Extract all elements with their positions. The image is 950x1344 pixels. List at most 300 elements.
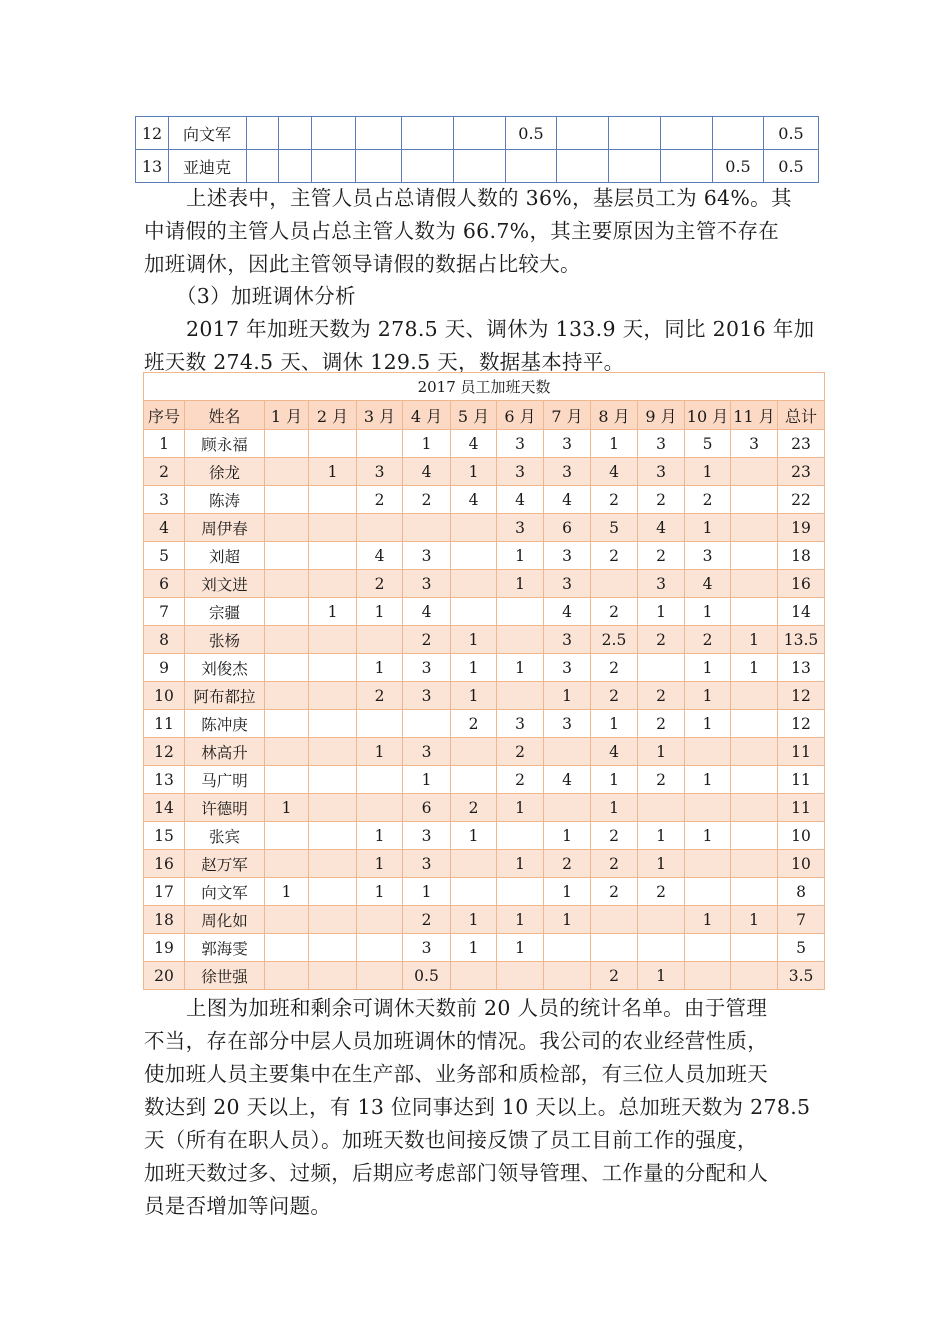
table-cell [357, 934, 403, 962]
row-number: 7 [144, 598, 185, 626]
table-cell [309, 542, 357, 570]
table-cell [731, 794, 778, 822]
table-row [144, 542, 825, 570]
table-cell: 2 [591, 654, 638, 682]
row-number: 14 [144, 794, 185, 822]
table-cell [685, 962, 731, 990]
paragraph-conclusion-line-3: 使加班人员主要集中在生产部、业务部和质检部，有三位人员加班天 [144, 1062, 768, 1086]
table-cell [685, 794, 731, 822]
table-cell: 3 [357, 458, 403, 486]
row-total: 11 [778, 738, 825, 766]
table-cell: 3 [403, 654, 451, 682]
table-cell: 1 [731, 906, 778, 934]
table-cell: 3 [403, 822, 451, 850]
employee-name: 周伊春 [185, 514, 265, 542]
table-cell: 4 [403, 458, 451, 486]
table-row [144, 738, 825, 766]
table-cell [685, 934, 731, 962]
table-row [144, 514, 825, 542]
table-cell: 1 [591, 430, 638, 458]
employee-name: 刘文进 [185, 570, 265, 598]
table-cell: 2 [591, 822, 638, 850]
table-cell: 2 [591, 542, 638, 570]
table-cell: 1 [265, 794, 309, 822]
row-number: 4 [144, 514, 185, 542]
leave-table-body [136, 117, 819, 183]
table-cell: 0.5 [764, 150, 819, 183]
table-cell: 2 [591, 486, 638, 514]
table-cell [451, 598, 497, 626]
table-cell: 1 [544, 682, 591, 710]
row-total: 12 [778, 710, 825, 738]
table-cell: 1 [544, 822, 591, 850]
table-cell: 1 [685, 710, 731, 738]
employee-name: 向文军 [185, 878, 265, 906]
row-number: 19 [144, 934, 185, 962]
table-cell [312, 150, 356, 183]
table-header-row [144, 401, 825, 430]
table-cell [265, 458, 309, 486]
row-number: 20 [144, 962, 185, 990]
employee-name: 周化如 [185, 906, 265, 934]
table-cell [309, 738, 357, 766]
table-cell: 2 [591, 682, 638, 710]
row-total: 5 [778, 934, 825, 962]
table-cell: 0.5 [764, 117, 819, 150]
table-cell [731, 822, 778, 850]
table-cell: 3 [731, 430, 778, 458]
table-cell: 3 [403, 850, 451, 878]
table-cell: 1 [357, 738, 403, 766]
table-cell [685, 738, 731, 766]
row-number: 10 [144, 682, 185, 710]
row-number: 11 [144, 710, 185, 738]
column-header: 5 月 [451, 401, 497, 430]
table-cell: 2 [451, 710, 497, 738]
column-header: 4 月 [403, 401, 451, 430]
row-number: 9 [144, 654, 185, 682]
column-header: 姓名 [185, 401, 265, 430]
overtime-table [143, 372, 825, 990]
row-total: 12 [778, 682, 825, 710]
table-cell [309, 654, 357, 682]
table-cell: 3 [403, 570, 451, 598]
table-cell [731, 514, 778, 542]
employee-name: 张宾 [185, 822, 265, 850]
table-cell [731, 738, 778, 766]
table-cell [731, 598, 778, 626]
table-cell: 1 [685, 514, 731, 542]
table-cell [685, 878, 731, 906]
table-row [144, 710, 825, 738]
table-cell: 4 [497, 486, 544, 514]
table-row [144, 962, 825, 990]
row-number: 1 [144, 430, 185, 458]
table-row [144, 486, 825, 514]
table-row [144, 654, 825, 682]
table-cell [312, 117, 356, 150]
table-cell [497, 878, 544, 906]
row-number: 16 [144, 850, 185, 878]
row-total: 11 [778, 766, 825, 794]
table-cell: 4 [544, 766, 591, 794]
table-cell: 3 [497, 710, 544, 738]
table-cell [591, 906, 638, 934]
paragraph-conclusion-line-4: 数达到 20 天以上，有 13 位同事达到 10 天以上。总加班天数为 278.5 [144, 1095, 811, 1119]
table-row [136, 150, 819, 183]
table-cell [544, 738, 591, 766]
employee-name: 林高升 [185, 738, 265, 766]
leave-table [135, 116, 819, 183]
table-cell: 1 [497, 542, 544, 570]
row-number: 12 [136, 117, 169, 150]
row-number: 12 [144, 738, 185, 766]
table-cell: 1 [685, 682, 731, 710]
table-cell [357, 962, 403, 990]
table-cell [451, 766, 497, 794]
row-total: 10 [778, 822, 825, 850]
table-cell: 4 [591, 738, 638, 766]
table-cell [451, 542, 497, 570]
table-cell: 4 [544, 486, 591, 514]
table-row [144, 850, 825, 878]
table-cell: 2 [638, 766, 685, 794]
table-cell [279, 117, 312, 150]
table-cell [309, 794, 357, 822]
table-cell: 2 [638, 486, 685, 514]
row-total: 3.5 [778, 962, 825, 990]
row-total: 18 [778, 542, 825, 570]
column-header: 总计 [778, 401, 825, 430]
table-cell [309, 430, 357, 458]
table-cell [357, 430, 403, 458]
table-cell: 1 [357, 878, 403, 906]
table-cell: 1 [451, 906, 497, 934]
row-number: 5 [144, 542, 185, 570]
column-header: 6 月 [497, 401, 544, 430]
table-cell: 1 [591, 710, 638, 738]
employee-name: 陈冲庚 [185, 710, 265, 738]
table-caption-row [144, 373, 825, 401]
table-cell: 1 [451, 682, 497, 710]
row-total: 7 [778, 906, 825, 934]
paragraph-conclusion-line-1: 上图为加班和剩余可调休天数前 20 人员的统计名单。由于管理 [186, 996, 768, 1020]
table-cell [638, 654, 685, 682]
table-cell [265, 822, 309, 850]
table-cell [265, 542, 309, 570]
paragraph-leave-line-2: 中请假的主管人员占总主管人数为 66.7%，其主要原因为主管不存在 [144, 219, 780, 243]
table-cell [451, 570, 497, 598]
table-cell: 2 [638, 710, 685, 738]
table-cell: 2 [591, 850, 638, 878]
table-cell [265, 654, 309, 682]
table-cell: 3 [403, 682, 451, 710]
table-cell [265, 766, 309, 794]
table-cell [265, 598, 309, 626]
table-cell: 1 [403, 878, 451, 906]
row-total: 23 [778, 430, 825, 458]
column-header: 3 月 [357, 401, 403, 430]
table-cell [265, 906, 309, 934]
table-cell: 2 [451, 794, 497, 822]
table-cell [638, 794, 685, 822]
table-cell: 2 [357, 682, 403, 710]
table-cell: 1 [685, 458, 731, 486]
column-header: 11 月 [731, 401, 778, 430]
table-cell [609, 117, 661, 150]
table-cell: 1 [591, 794, 638, 822]
table-cell [451, 878, 497, 906]
paragraph-leave-line-3: 加班调休，因此主管领导请假的数据占比较大。 [144, 252, 581, 276]
table-cell: 3 [403, 934, 451, 962]
row-total: 13.5 [778, 626, 825, 654]
table-cell: 3 [403, 542, 451, 570]
table-cell: 0.5 [403, 962, 451, 990]
table-cell: 4 [451, 430, 497, 458]
row-number: 18 [144, 906, 185, 934]
table-cell: 1 [451, 822, 497, 850]
table-cell: 1 [357, 654, 403, 682]
column-header: 10 月 [685, 401, 731, 430]
table-cell: 3 [497, 430, 544, 458]
table-cell: 3 [544, 458, 591, 486]
row-total: 10 [778, 850, 825, 878]
table-cell: 1 [638, 850, 685, 878]
column-header: 9 月 [638, 401, 685, 430]
table-cell [544, 962, 591, 990]
row-total: 22 [778, 486, 825, 514]
employee-name: 刘超 [185, 542, 265, 570]
table-cell: 1 [357, 822, 403, 850]
table-cell [713, 117, 764, 150]
table-cell: 2 [591, 962, 638, 990]
table-cell [357, 794, 403, 822]
table-cell: 2 [544, 850, 591, 878]
table-cell [309, 710, 357, 738]
table-cell: 2 [403, 626, 451, 654]
table-cell: 1 [638, 962, 685, 990]
table-cell: 1 [403, 430, 451, 458]
table-cell [309, 486, 357, 514]
column-header: 2 月 [309, 401, 357, 430]
row-total: 23 [778, 458, 825, 486]
table-cell: 1 [357, 850, 403, 878]
table-cell: 4 [685, 570, 731, 598]
table-cell [661, 150, 713, 183]
table-cell: 1 [497, 906, 544, 934]
row-total: 11 [778, 794, 825, 822]
table-cell: 1 [544, 906, 591, 934]
table-cell: 1 [731, 654, 778, 682]
table-cell: 0.5 [713, 150, 764, 183]
table-cell [731, 766, 778, 794]
table-cell [247, 117, 279, 150]
table-cell [454, 150, 506, 183]
table-cell: 4 [403, 598, 451, 626]
table-cell [731, 542, 778, 570]
table-cell: 1 [497, 850, 544, 878]
row-number: 15 [144, 822, 185, 850]
table-cell: 6 [544, 514, 591, 542]
table-cell: 3 [403, 738, 451, 766]
table-cell: 1 [497, 794, 544, 822]
employee-name: 张杨 [185, 626, 265, 654]
table-cell: 2 [638, 542, 685, 570]
table-cell [451, 962, 497, 990]
table-row [144, 934, 825, 962]
table-cell: 3 [544, 542, 591, 570]
row-total: 13 [778, 654, 825, 682]
table-cell [731, 710, 778, 738]
table-cell: 3 [544, 570, 591, 598]
table-cell: 3 [638, 458, 685, 486]
table-cell: 1 [638, 738, 685, 766]
table-row [144, 626, 825, 654]
table-cell: 2 [591, 598, 638, 626]
table-cell [357, 906, 403, 934]
table-cell: 1 [451, 654, 497, 682]
table-cell [497, 626, 544, 654]
table-cell [403, 710, 451, 738]
section-heading: （3）加班调休分析 [176, 284, 356, 308]
row-total: 14 [778, 598, 825, 626]
table-cell [309, 850, 357, 878]
table-cell [265, 710, 309, 738]
table-cell: 2 [685, 486, 731, 514]
table-row [144, 906, 825, 934]
table-cell: 2 [638, 626, 685, 654]
table-cell [557, 150, 609, 183]
table-cell [357, 626, 403, 654]
table-cell [451, 738, 497, 766]
table-cell [357, 766, 403, 794]
row-number: 13 [136, 150, 169, 183]
table-cell [497, 822, 544, 850]
row-number: 13 [144, 766, 185, 794]
table-cell [265, 430, 309, 458]
table-cell [357, 514, 403, 542]
table-cell [661, 117, 713, 150]
row-total: 19 [778, 514, 825, 542]
table-cell: 1 [638, 598, 685, 626]
row-total: 8 [778, 878, 825, 906]
table-cell [731, 486, 778, 514]
table-cell [309, 682, 357, 710]
row-number: 2 [144, 458, 185, 486]
table-cell: 5 [685, 430, 731, 458]
table-cell [265, 962, 309, 990]
table-row [144, 682, 825, 710]
employee-name: 顾永福 [185, 430, 265, 458]
paragraph-summary-line-2: 班天数 274.5 天、调休 129.5 天，数据基本持平。 [144, 350, 625, 374]
table-cell: 1 [731, 626, 778, 654]
column-header: 7 月 [544, 401, 591, 430]
table-cell: 1 [685, 766, 731, 794]
table-row [144, 766, 825, 794]
employee-name: 亚迪克 [169, 150, 247, 183]
table-cell [497, 682, 544, 710]
table-cell [544, 794, 591, 822]
table-cell: 2 [497, 766, 544, 794]
table-cell: 4 [544, 598, 591, 626]
table-cell [247, 150, 279, 183]
employee-name: 陈涛 [185, 486, 265, 514]
table-cell: 1 [685, 598, 731, 626]
table-cell [309, 962, 357, 990]
table-cell: 1 [309, 458, 357, 486]
row-number: 8 [144, 626, 185, 654]
table-cell: 1 [638, 822, 685, 850]
table-cell [309, 822, 357, 850]
table-cell [265, 850, 309, 878]
table-cell: 2 [497, 738, 544, 766]
table-cell [309, 514, 357, 542]
employee-name: 郭海雯 [185, 934, 265, 962]
table-cell: 3 [497, 458, 544, 486]
table-cell: 2 [403, 906, 451, 934]
employee-name: 徐世强 [185, 962, 265, 990]
table-cell: 1 [451, 626, 497, 654]
table-cell [731, 934, 778, 962]
table-cell: 1 [544, 878, 591, 906]
table-cell: 3 [544, 710, 591, 738]
table-cell [265, 682, 309, 710]
paragraph-conclusion-line-6: 加班天数过多、过频，后期应考虑部门领导管理、工作量的分配和人 [144, 1161, 768, 1185]
table-cell [454, 117, 506, 150]
table-cell: 3 [685, 542, 731, 570]
table-cell [609, 150, 661, 183]
paragraph-conclusion-line-2: 不当，存在部分中层人员加班调休的情况。我公司的农业经营性质， [144, 1029, 768, 1053]
table-cell: 1 [685, 906, 731, 934]
paragraph-leave-line-1: 上述表中，主管人员占总请假人数的 36%，基层员工为 64%。其 [186, 186, 792, 210]
table-cell: 3 [544, 430, 591, 458]
table-row [144, 430, 825, 458]
table-cell [402, 150, 454, 183]
table-cell: 2 [591, 878, 638, 906]
table-cell [731, 682, 778, 710]
table-cell: 2 [357, 486, 403, 514]
table-cell [731, 458, 778, 486]
table-cell [265, 570, 309, 598]
table-cell [265, 486, 309, 514]
row-number: 3 [144, 486, 185, 514]
table-cell: 2 [357, 570, 403, 598]
table-cell: 2 [403, 486, 451, 514]
table-cell: 2 [638, 682, 685, 710]
employee-name: 向文军 [169, 117, 247, 150]
table-cell: 4 [357, 542, 403, 570]
table-row [144, 878, 825, 906]
table-cell: 1 [497, 654, 544, 682]
overtime-table-body [144, 373, 825, 990]
table-row [144, 822, 825, 850]
table-cell: 1 [357, 598, 403, 626]
table-cell: 1 [309, 598, 357, 626]
table-cell [265, 738, 309, 766]
paragraph-summary-line-1: 2017 年加班天数为 278.5 天、调休为 133.9 天，同比 2016 年加 [186, 317, 815, 341]
table-cell [309, 766, 357, 794]
table-row [144, 570, 825, 598]
table-cell [279, 150, 312, 183]
table-cell [557, 117, 609, 150]
table-cell [265, 934, 309, 962]
table-cell: 3 [638, 430, 685, 458]
table-cell [451, 850, 497, 878]
table-cell [356, 150, 402, 183]
table-cell [638, 906, 685, 934]
table-cell [309, 570, 357, 598]
table-cell [309, 906, 357, 934]
